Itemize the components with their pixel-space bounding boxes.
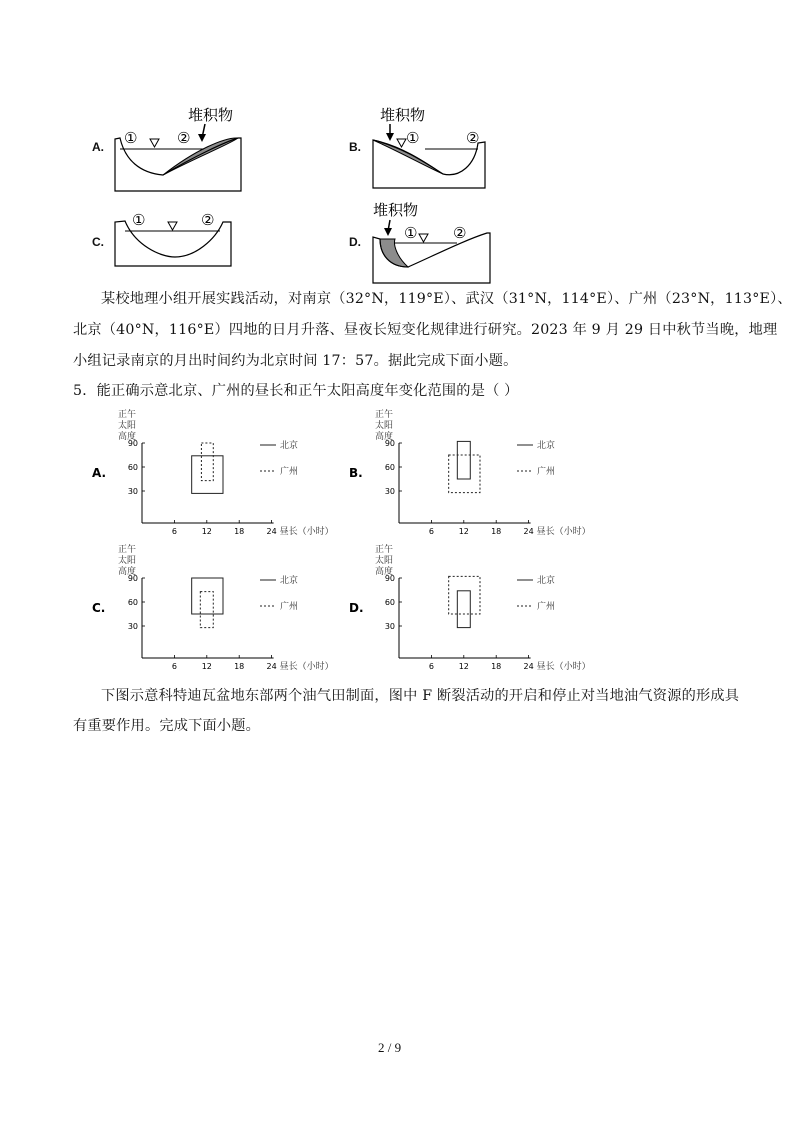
y-tick-label: 60 (127, 598, 138, 607)
x-tick-label: 6 (428, 527, 434, 536)
chart-a (90, 405, 335, 540)
range-box-guangzhou (449, 455, 480, 493)
chart-option-label: C. (92, 601, 106, 615)
y-axis-label: 太阳 (375, 421, 394, 431)
range-box-beijing (192, 456, 223, 494)
mark-2-b: ② (466, 129, 480, 147)
range-box-guangzhou (200, 592, 213, 628)
legend-label: 广州 (537, 602, 556, 612)
chart-option-label: B. (349, 466, 363, 480)
x-axis-label: 昼长（小时） (536, 527, 591, 537)
mark-1-b: ① (406, 129, 420, 147)
mark-2-c: ② (201, 211, 215, 229)
x-axis-label: 昼长（小时） (279, 662, 334, 672)
x-axis-label: 昼长（小时） (536, 662, 591, 672)
legend-label: 广州 (280, 602, 299, 612)
river-diagrams (0, 0, 793, 290)
intro-line-1: 某校地理小组开展实践活动，对南京（32°N，119°E）、武汉（31°N，114°E）、广州（23°N，113°E）、 (101, 291, 792, 307)
x-tick-label: 12 (458, 662, 469, 671)
deposit-label-d: 堆积物 (373, 201, 419, 219)
chart-option-label: D. (349, 601, 364, 615)
chart-d (347, 540, 592, 675)
y-tick-label: 30 (127, 622, 138, 631)
x-tick-label: 24 (266, 527, 277, 536)
legend-label: 北京 (537, 441, 556, 451)
option-label-a: A. (92, 140, 104, 154)
legend-label: 北京 (280, 441, 299, 451)
intro-line-3: 小组记录南京的月出时间约为北京时间 17：57。据此完成下面小题。 (73, 353, 518, 369)
x-tick-label: 18 (491, 527, 502, 536)
mark-1-d: ① (404, 224, 418, 242)
river-diagram-b (365, 100, 495, 195)
river-diagram-a (105, 100, 255, 195)
range-box-guangzhou (201, 443, 213, 481)
mark-2-a: ② (177, 129, 191, 147)
mark-1-c: ① (132, 211, 146, 229)
range-box-beijing (457, 441, 470, 479)
river-diagram-d (365, 195, 500, 290)
x-tick-label: 6 (171, 662, 177, 671)
y-tick-label: 90 (384, 439, 395, 448)
legend-label: 北京 (537, 576, 556, 586)
y-axis-label: 正午 (375, 545, 394, 555)
y-axis-label: 正午 (118, 410, 137, 420)
x-tick-label: 18 (234, 527, 245, 536)
x-tick-label: 24 (523, 527, 534, 536)
y-axis-label: 太阳 (118, 421, 137, 431)
y-axis-label: 高度 (375, 432, 394, 442)
question-5: 5．能正确示意北京、广州的昼长和正午太阳高度年变化范围的是（ ） (73, 383, 519, 399)
x-tick-label: 12 (458, 527, 469, 536)
x-tick-label: 6 (428, 662, 434, 671)
y-axis-label: 高度 (118, 432, 137, 442)
y-axis-label: 太阳 (118, 556, 137, 566)
x-axis-label: 昼长（小时） (279, 527, 334, 537)
y-tick-label: 30 (384, 622, 395, 631)
x-tick-label: 24 (523, 662, 534, 671)
y-axis-label: 正午 (375, 410, 394, 420)
y-tick-label: 30 (127, 487, 138, 496)
legend-label: 广州 (280, 467, 299, 477)
deposit-label-b: 堆积物 (380, 106, 426, 124)
range-box-beijing (192, 578, 223, 614)
y-axis-label: 高度 (118, 567, 137, 577)
y-axis-label: 高度 (375, 567, 394, 577)
y-tick-label: 90 (127, 439, 138, 448)
chart-c (90, 540, 335, 675)
y-tick-label: 60 (127, 463, 138, 472)
mark-1-a: ① (124, 129, 138, 147)
y-axis-label: 正午 (118, 545, 137, 555)
option-label-d: D. (349, 235, 361, 249)
legend-label: 广州 (537, 467, 556, 477)
x-tick-label: 18 (491, 662, 502, 671)
charts-container (0, 400, 793, 680)
chart-b (347, 405, 592, 540)
x-tick-label: 18 (234, 662, 245, 671)
mark-2-d: ② (453, 224, 467, 242)
x-tick-label: 6 (171, 527, 177, 536)
x-tick-label: 12 (201, 662, 212, 671)
option-label-b: B. (349, 140, 361, 154)
deposit-label-a: 堆积物 (188, 106, 234, 124)
intro-line-2: 北京（40°N，116°E）四地的日月升落、昼夜长短变化规律进行研究。2023 年 9 月 29 日中秋节当晚，地理 (73, 322, 778, 338)
y-tick-label: 30 (384, 487, 395, 496)
x-tick-label: 24 (266, 662, 277, 671)
river-diagram-c (105, 200, 255, 270)
option-label-c: C. (92, 235, 104, 249)
y-tick-label: 90 (384, 574, 395, 583)
y-axis-label: 太阳 (375, 556, 394, 566)
range-box-guangzhou (449, 576, 480, 614)
range-box-beijing (457, 591, 470, 628)
legend-label: 北京 (280, 576, 299, 586)
y-tick-label: 60 (384, 598, 395, 607)
y-tick-label: 60 (384, 463, 395, 472)
x-tick-label: 12 (201, 527, 212, 536)
page-number: 2 / 9 (378, 1040, 402, 1055)
outro-line-1: 下图示意科特迪瓦盆地东部两个油气田制面，图中 F 断裂活动的开启和停止对当地油气资源的形成具 (101, 688, 740, 704)
outro-line-2: 有重要作用。完成下面小题。 (73, 718, 261, 734)
y-tick-label: 90 (127, 574, 138, 583)
chart-option-label: A. (92, 466, 107, 480)
